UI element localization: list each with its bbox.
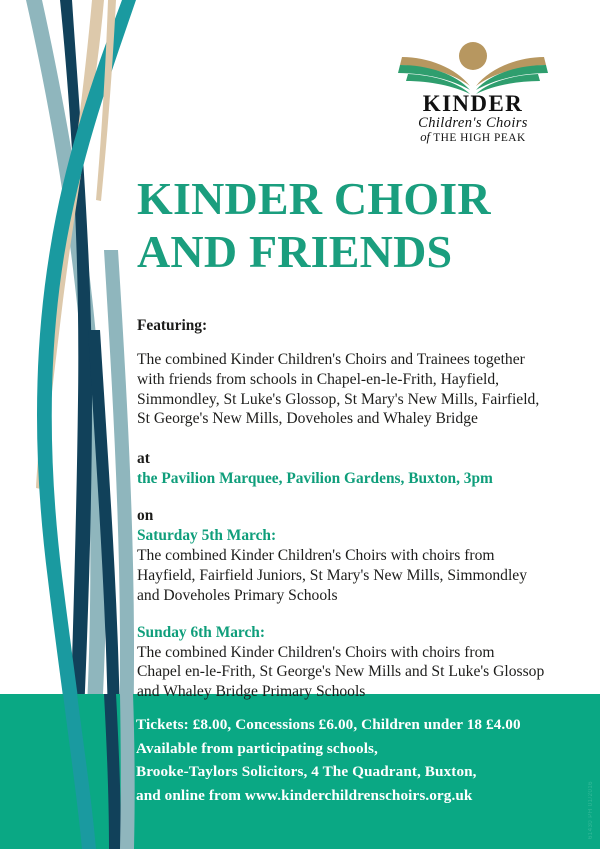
venue-text: the Pavilion Marquee, Pavilion Gardens, Buxton, 3pm [137,470,493,488]
print-reference-code: 61430 PH 01/2016 [588,780,594,839]
day1-line: and Doveholes Primary Schools [137,586,338,604]
on-label: on [137,507,154,525]
ticket-info [136,713,566,807]
poster-title-line2: AND FRIENDS [137,226,453,277]
logo-tagline-rest: THE HIGH PEAK [433,132,526,144]
featuring-label: Featuring: [137,317,208,334]
day2-date: Sunday 6th March: [137,623,265,641]
day1-line: The combined Kinder Children's Choirs with choirs from [137,547,495,565]
logo-sun-circle [459,42,487,70]
day1-date: Saturday 5th March: [137,527,277,545]
logo-subtitle: Children's Choirs [418,115,528,131]
ticket-prices: Tickets: £8.00, Concessions £6.00, Children under 18 £4.00 [136,716,521,733]
ribbon-beige-tail [96,0,116,201]
poster-body [137,316,557,702]
day2-line: Chapel en-le-Frith, St George's New Mills and St Luke's Glossop [137,663,545,681]
ticket-outlet: Brooke-Taylors Solicitors, 4 The Quadrant, Buxton, [136,763,477,780]
open-book-logo-icon [398,38,548,94]
day1-line: Hayfield, Fairfield Juniors, St Mary's New Mills, Simmondley [137,566,528,584]
logo-wordmark: KINDER [422,91,524,116]
day2-line: and Whaley Bridge Primary Schools [137,683,366,701]
ticket-online: and online from www.kinderchildrenschoirs.org.uk [136,786,473,804]
kinder-logo [398,38,548,142]
featuring-line: with friends from schools in Chapel-en-le-Frith, Hayfield, [137,370,500,388]
featuring-paragraph [137,350,557,429]
poster-title [137,172,567,278]
ticket-availability: Available from participating schools, [136,739,378,757]
day2-line: The combined Kinder Children's Choirs with choirs from [137,643,495,661]
poster-title-line1: KINDER CHOIR [137,173,491,224]
logo-tagline [398,131,548,145]
ribbon-beige [36,0,104,489]
featuring-line: St George's New Mills, Doveholes and Whaley Bridge [137,410,478,428]
featuring-line: The combined Kinder Children's Choirs and Trainees together [137,351,525,368]
logo-tagline-of: of [420,130,431,144]
day2-paragraph [137,643,557,702]
at-label: at [137,450,150,468]
featuring-line: Simmondley, St Luke's Glossop, St Mary's New Mills, Fairfield, [137,390,540,408]
day1-paragraph [137,546,557,605]
